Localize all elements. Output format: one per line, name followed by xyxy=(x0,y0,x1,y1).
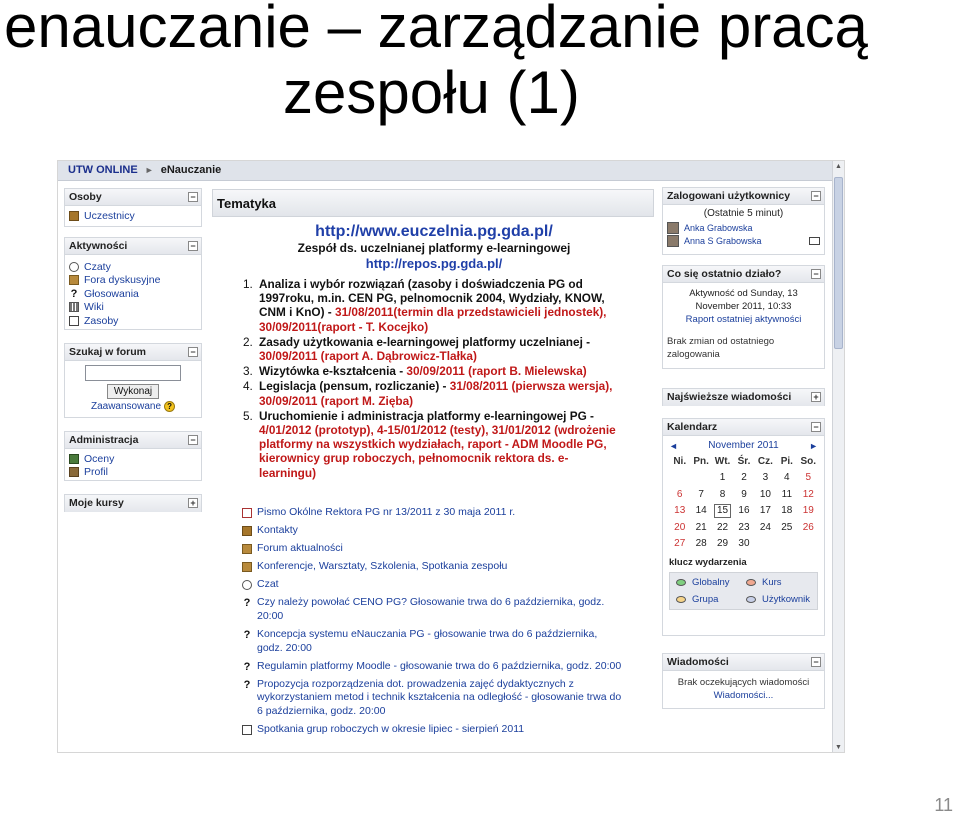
nav-participants[interactable] xyxy=(69,209,197,223)
block-calendar-title: Kalendarz xyxy=(667,421,718,433)
calendar-day[interactable]: 21 xyxy=(695,521,707,533)
task-number: 2. xyxy=(243,334,253,349)
block-my-courses xyxy=(64,494,202,512)
task-text: Wizytówka e-kształcenia - xyxy=(259,364,407,379)
resource-link-label: Spotkania grup roboczych w okresie lipiec - sierpień 2011 xyxy=(257,722,525,735)
resource-link[interactable] xyxy=(242,578,622,592)
scroll-down-arrow[interactable]: ▼ xyxy=(835,744,842,751)
calendar-day[interactable]: 29 xyxy=(716,538,729,550)
slide-number: 11 xyxy=(934,795,953,815)
poll-icon: ? xyxy=(243,678,251,691)
calendar-day[interactable]: 7 xyxy=(698,488,704,500)
nav-wiki-label: Wiki xyxy=(84,301,104,314)
task-deadline: 30/09/2011 (raport B. Mielewska) xyxy=(406,364,587,379)
nav-chats[interactable] xyxy=(69,260,197,274)
block-administration-title: Administracja xyxy=(69,434,139,446)
task-number: 3. xyxy=(243,364,253,379)
task-number: 5. xyxy=(243,408,253,423)
key-group-label: Grupa xyxy=(692,594,719,605)
chat-icon xyxy=(69,262,79,272)
poster-url[interactable]: http://www.euczelnia.pg.gda.pl/ xyxy=(315,223,553,240)
resource-icon xyxy=(242,725,252,735)
topic-poster xyxy=(243,223,625,493)
key-global[interactable] xyxy=(676,577,746,588)
calendar-day[interactable]: 11 xyxy=(781,488,793,500)
collapse-toggle-messages[interactable]: − xyxy=(811,657,821,667)
block-administration xyxy=(64,431,202,481)
calendar-day[interactable]: 28 xyxy=(695,538,707,550)
online-user[interactable] xyxy=(667,234,820,247)
poster-task-item xyxy=(243,335,625,363)
collapse-toggle-recent-activity[interactable]: − xyxy=(811,269,821,279)
forum-search-input[interactable] xyxy=(85,365,181,381)
nav-polls[interactable] xyxy=(69,287,197,301)
event-key xyxy=(669,572,818,610)
task-deadline: 31/08/2011 (pierwsza wersja), 30/09/2011 (raport M. Zięba) xyxy=(259,379,613,408)
poster-task-item xyxy=(243,364,625,378)
calendar-today[interactable]: 15 xyxy=(714,504,731,518)
calendar-day[interactable]: 1 xyxy=(719,472,726,484)
no-messages-note: Brak oczekujących wiadomości xyxy=(677,677,810,688)
task-text: Zasady użytkowania e-learningowej platformy uczelnianej - xyxy=(259,334,591,349)
nav-resources[interactable] xyxy=(69,314,197,328)
weekday-header: Cz. xyxy=(757,455,773,467)
block-forum-search-title: Szukaj w forum xyxy=(69,346,147,358)
poster-team: Zespół ds. uczelnianej platformy e-learningowej xyxy=(297,241,571,255)
resource-link[interactable] xyxy=(242,628,622,655)
nav-chats-label: Czaty xyxy=(84,260,111,273)
block-forum-search xyxy=(64,343,202,418)
vertical-scrollbar[interactable] xyxy=(832,161,844,753)
calendar-grid xyxy=(669,453,819,552)
resource-link-label: Propozycja rozporządzenia dot. prowadzenia zajęć dydaktycznych z wykorzystaniem metod i technik kształcenia na odległość - głosowanie trwa do 6 października, godz. 20:00 xyxy=(257,677,622,717)
slide-title xyxy=(0,0,959,126)
key-group[interactable] xyxy=(676,594,746,605)
profile-icon xyxy=(69,467,79,477)
forum-search-button[interactable]: Wykonaj xyxy=(107,384,159,399)
calendar-day[interactable]: 26 xyxy=(802,521,814,533)
task-deadline: 4/01/2012 (prototyp), 4-15/01/2012 (testy), 31/01/2012 (wdrożenie platformy na wszystkich wydziałach, raport - ADM Moodle PG, kierownicy grup roboczych, pełnomocnik rektora ds. e-learningu) xyxy=(259,423,616,480)
users-icon xyxy=(69,211,79,221)
help-icon[interactable]: ? xyxy=(164,401,175,412)
calendar-day[interactable]: 18 xyxy=(781,505,793,517)
calendar-next-month[interactable]: ► xyxy=(809,440,818,451)
calendar-day[interactable]: 23 xyxy=(738,521,750,533)
calendar-day[interactable]: 3 xyxy=(762,472,769,484)
block-people xyxy=(64,188,202,227)
nav-resources-label: Zasoby xyxy=(84,314,119,327)
calendar-day[interactable]: 10 xyxy=(759,488,771,500)
scrollbar-thumb[interactable] xyxy=(834,177,843,349)
nav-forums-label: Fora dyskusyjne xyxy=(84,274,161,287)
calendar-day[interactable]: 4 xyxy=(784,472,790,484)
activity-since-line2: November 2011, 10:33 xyxy=(695,301,792,312)
calendar-day[interactable]: 27 xyxy=(674,538,686,550)
block-online-users-title: Zalogowani użytkownicy xyxy=(667,190,791,202)
calendar-day xyxy=(776,536,797,553)
weekday-header: Pi. xyxy=(780,455,793,467)
resource-link[interactable] xyxy=(242,542,622,556)
collapse-toggle-calendar[interactable]: − xyxy=(811,422,821,432)
calendar-month-label[interactable]: November 2011 xyxy=(708,440,779,451)
poll-icon: ? xyxy=(243,660,251,673)
task-deadline: 30/09/2011 (raport A. Dąbrowicz-Tlałka) xyxy=(259,349,477,364)
collapse-toggle-online-users[interactable]: − xyxy=(811,191,821,201)
block-latest-news-title: Najświeższe wiadomości xyxy=(667,391,792,403)
breadcrumb-current: eNauczanie xyxy=(160,164,222,176)
breadcrumb-separator: ► xyxy=(144,165,154,175)
task-text: Uruchomienie i administracja platformy e-learningowej PG - xyxy=(259,408,594,423)
task-text: Analiza i wybór rozwiązań (zasoby i doświadczenia PG od 1997roku, m.in. CEN PG, pelnomocnik 2004, Wydziały, KNOW, CNM i KnO) - xyxy=(259,277,605,320)
key-course[interactable] xyxy=(746,577,816,588)
expand-toggle-latest-news[interactable]: + xyxy=(811,392,821,402)
resource-link-label: Forum aktualności xyxy=(257,542,343,555)
calendar-day[interactable]: 2 xyxy=(741,472,747,484)
resource-link-label: Czy należy powołać CENO PG? Głosowanie trwa do 6 października, godz. 20:00 xyxy=(257,596,605,622)
section-title: Tematyka xyxy=(212,189,654,217)
block-latest-news xyxy=(662,388,825,406)
block-calendar xyxy=(662,418,825,636)
poster-task-item xyxy=(243,409,625,480)
resource-link[interactable] xyxy=(242,560,622,574)
nav-profile-label: Profil xyxy=(84,466,108,479)
scroll-up-arrow[interactable]: ▲ xyxy=(835,163,842,170)
calendar-day[interactable]: 5 xyxy=(805,472,812,484)
weekday-header: Ni. xyxy=(673,455,687,467)
calendar-day[interactable]: 12 xyxy=(802,488,814,500)
task-number: 4. xyxy=(243,379,253,394)
block-my-courses-title: Moje kursy xyxy=(69,497,124,509)
activity-report-link[interactable]: Raport ostatniej aktywności xyxy=(685,314,802,325)
eye-icon xyxy=(676,596,686,603)
slide-title-line1: enauczanie – zarządzanie pracą xyxy=(4,0,868,60)
resource-link[interactable] xyxy=(242,596,622,623)
eye-icon xyxy=(746,579,756,586)
moodle-screenshot xyxy=(57,160,845,753)
users-icon xyxy=(242,526,252,536)
nav-profile[interactable] xyxy=(69,466,197,480)
resource-link[interactable] xyxy=(242,678,622,719)
key-course-label: Kurs xyxy=(762,577,782,588)
online-user-name: Anka Grabowska xyxy=(684,222,753,233)
calendar-day[interactable]: 9 xyxy=(741,488,747,500)
weekday-header: Wt. xyxy=(714,455,731,467)
calendar-day xyxy=(690,470,711,487)
weekday-header: Śr. xyxy=(737,455,751,467)
collapse-toggle-people[interactable]: − xyxy=(188,192,198,202)
resource-link[interactable] xyxy=(242,660,622,674)
poster-task-item xyxy=(243,379,625,407)
poll-icon: ? xyxy=(243,597,251,610)
calendar-day[interactable]: 17 xyxy=(759,505,771,517)
resource-links xyxy=(242,506,622,741)
nav-polls-label: Głosowania xyxy=(84,287,139,300)
collapse-toggle-activities[interactable]: − xyxy=(188,241,198,251)
eye-icon xyxy=(676,579,686,586)
nav-forums[interactable] xyxy=(69,274,197,288)
resource-link-label: Kontakty xyxy=(257,524,298,537)
calendar-day xyxy=(669,470,690,487)
breadcrumb-site-link[interactable]: UTW ONLINE xyxy=(68,164,138,176)
poll-icon: ? xyxy=(70,287,78,300)
slide-title-line2: zespołu (1) xyxy=(283,59,580,126)
task-number: 1. xyxy=(243,277,253,291)
block-recent-activity-title: Co się ostatnio działo? xyxy=(667,268,782,280)
forum-icon xyxy=(242,544,252,554)
online-user[interactable] xyxy=(667,221,820,234)
task-text: Legislacja (pensum, rozliczanie) - xyxy=(259,379,450,394)
block-messages-title: Wiadomości xyxy=(667,656,729,668)
nav-wiki[interactable] xyxy=(69,301,197,315)
block-messages xyxy=(662,653,825,709)
weekday-header: So. xyxy=(800,455,817,467)
calendar-day[interactable]: 8 xyxy=(719,488,726,500)
resource-icon xyxy=(69,316,79,326)
eye-icon xyxy=(746,596,756,603)
nav-participants-label: Uczestnicy xyxy=(84,209,135,222)
weekday-header: Pn. xyxy=(693,455,709,467)
calendar-day xyxy=(755,536,776,553)
advanced-search-link[interactable] xyxy=(69,401,197,412)
wiki-icon xyxy=(69,302,79,312)
resource-link-label: Czat xyxy=(257,578,279,591)
calendar-day[interactable]: 14 xyxy=(695,505,707,517)
activity-since-line1: Aktywność od Sunday, 13 xyxy=(689,288,798,299)
user-avatar-icon xyxy=(667,235,679,247)
poster-task-list xyxy=(243,277,625,480)
advanced-search-label: Zaawansowane xyxy=(90,401,162,412)
calendar-day[interactable]: 24 xyxy=(759,521,771,533)
calendar-day[interactable]: 6 xyxy=(676,488,683,500)
nav-grades[interactable] xyxy=(69,452,197,466)
calendar-day xyxy=(798,536,819,553)
forum-icon xyxy=(242,562,252,572)
key-global-label: Globalny xyxy=(692,577,730,588)
online-user-name: Anna S Grabowska xyxy=(684,235,762,246)
calendar-day[interactable]: 20 xyxy=(674,521,686,533)
send-message-icon[interactable] xyxy=(809,237,820,245)
resource-link-label: Pismo Okólne Rektora PG nr 13/2011 z 30 maja 2011 r. xyxy=(257,506,516,518)
resource-link-label: Konferencje, Warsztaty, Szkolenia, Spotkania zespołu xyxy=(257,560,508,573)
chat-icon xyxy=(242,580,252,590)
key-user-label: Użytkownik xyxy=(762,594,811,605)
block-recent-activity xyxy=(662,265,825,369)
resource-link[interactable] xyxy=(242,723,622,737)
block-people-title: Osoby xyxy=(69,191,102,203)
key-user[interactable] xyxy=(746,594,816,605)
user-avatar-icon xyxy=(667,222,679,234)
calendar-day[interactable]: 30 xyxy=(738,538,750,550)
poll-icon: ? xyxy=(243,629,251,642)
no-changes-note: Brak zmian od ostatniego zalogowania xyxy=(667,336,775,360)
calendar-day[interactable]: 25 xyxy=(781,521,793,533)
messages-link[interactable]: Wiadomości... xyxy=(713,690,774,701)
online-window: (Ostatnie 5 minut) xyxy=(703,208,784,219)
grades-icon xyxy=(69,454,79,464)
event-key-title: klucz wydarzenia xyxy=(669,557,747,568)
block-activities-title: Aktywności xyxy=(69,240,128,252)
calendar-day[interactable]: 19 xyxy=(802,505,814,517)
poster-task-item xyxy=(243,277,625,334)
calendar-day[interactable]: 22 xyxy=(716,521,729,533)
resource-link[interactable] xyxy=(242,506,622,520)
calendar-day[interactable]: 13 xyxy=(674,505,686,517)
pdf-icon xyxy=(242,508,252,518)
poster-url2[interactable]: http://repos.pg.gda.pl/ xyxy=(365,256,503,271)
calendar-prev-month[interactable]: ◄ xyxy=(669,440,678,451)
calendar-day[interactable]: 16 xyxy=(738,505,750,517)
calendar-day[interactable] xyxy=(712,503,733,520)
block-online-users xyxy=(662,187,825,255)
resource-link-label: Regulamin platformy Moodle - głosowanie trwa do 6 października, godz. 20:00 xyxy=(257,659,622,672)
collapse-toggle-administration[interactable]: − xyxy=(188,435,198,445)
nav-grades-label: Oceny xyxy=(84,452,115,465)
collapse-toggle-forum-search[interactable]: − xyxy=(188,347,198,357)
resource-link[interactable] xyxy=(242,524,622,538)
resource-link-label: Koncepcja systemu eNauczania PG - głosowanie trwa do 6 października, godz. 20:00 xyxy=(257,628,598,654)
task-deadline: 31/08/2011(termin dla przedstawicieli jednostek), 30/09/2011(raport - T. Kocejko) xyxy=(259,305,607,334)
breadcrumb xyxy=(58,161,834,181)
forum-icon xyxy=(69,275,79,285)
expand-toggle-my-courses[interactable]: + xyxy=(188,498,198,508)
block-activities xyxy=(64,237,202,330)
